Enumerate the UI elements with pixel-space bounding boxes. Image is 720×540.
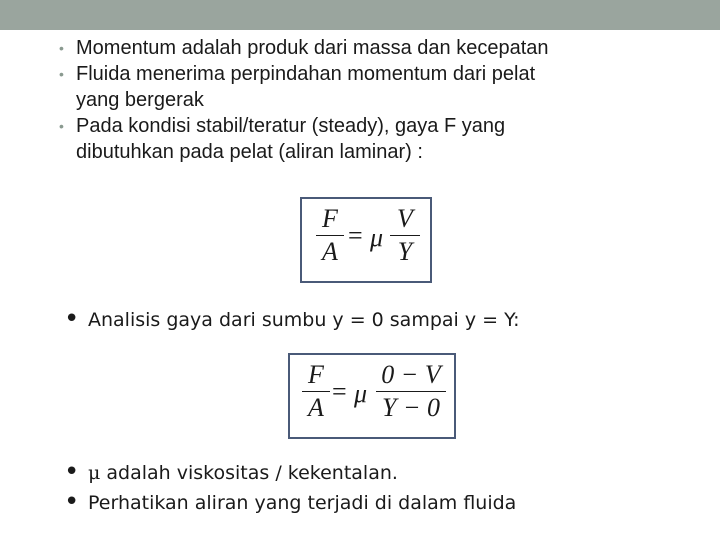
formula-shear-stress <box>300 197 432 283</box>
bullet-text: adalah viskositas / kekentalan. <box>100 462 398 484</box>
denominator: A <box>322 237 338 266</box>
mu-symbol: μ <box>354 379 368 408</box>
bullet-text: Analisis gaya dari sumbu y = 0 sampai y = Y: <box>88 309 520 331</box>
denominator: Y − 0 <box>381 393 440 422</box>
bullet-fluida <box>56 61 696 113</box>
equals-sign: = <box>332 377 347 406</box>
fraction-f-over-a <box>316 205 344 266</box>
bullet-text: Perhatikan aliran yang terjadi di dalam fluida <box>88 492 517 514</box>
fraction-velocity-diff <box>376 361 446 422</box>
closing-bullet-list <box>64 458 704 518</box>
bullet-text: Momentum adalah produk dari massa dan kecepatan <box>76 37 549 59</box>
equals-sign: = <box>348 221 363 250</box>
numerator: F <box>322 204 338 233</box>
bullet-text: Pada kondisi stabil/teratur (steady), gaya F yang <box>76 115 506 137</box>
bullet-text-cont: dibutuhkan pada pelat (aliran laminar) : <box>76 141 423 163</box>
formula-shear-stress-bounds <box>288 353 456 439</box>
bullet-analisis <box>64 305 704 335</box>
intro-bullet-list <box>56 35 696 165</box>
bullet-kondisi <box>56 113 696 165</box>
mu-symbol: μ <box>88 462 101 484</box>
bullet-text-cont: yang bergerak <box>76 89 204 111</box>
bullet-dot: • <box>64 304 80 334</box>
denominator: Y <box>397 237 413 266</box>
slide-top-bar <box>0 0 720 30</box>
bullet-dot: • <box>59 66 64 82</box>
bullet-dot: • <box>59 118 64 134</box>
bullet-item <box>64 305 704 335</box>
numerator: 0 − V <box>381 360 441 389</box>
mu-symbol: μ <box>370 223 384 252</box>
fraction-v-over-y <box>390 205 420 266</box>
numerator: V <box>397 204 413 233</box>
fraction-f-over-a <box>302 361 330 422</box>
bullet-text: Fluida menerima perpindahan momentum dari pelat <box>76 63 536 85</box>
bullet-perhatikan <box>64 488 704 518</box>
bullet-viskositas <box>64 458 704 488</box>
numerator: F <box>308 360 324 389</box>
denominator: A <box>308 393 324 422</box>
fraction-bar <box>390 235 420 236</box>
bullet-dot: • <box>64 487 80 517</box>
fraction-bar <box>316 235 344 236</box>
fraction-bar <box>302 391 330 392</box>
fraction-bar <box>376 391 446 392</box>
bullet-dot: • <box>59 40 64 56</box>
bullet-momentum <box>56 35 696 61</box>
bullet-dot: • <box>64 457 80 487</box>
